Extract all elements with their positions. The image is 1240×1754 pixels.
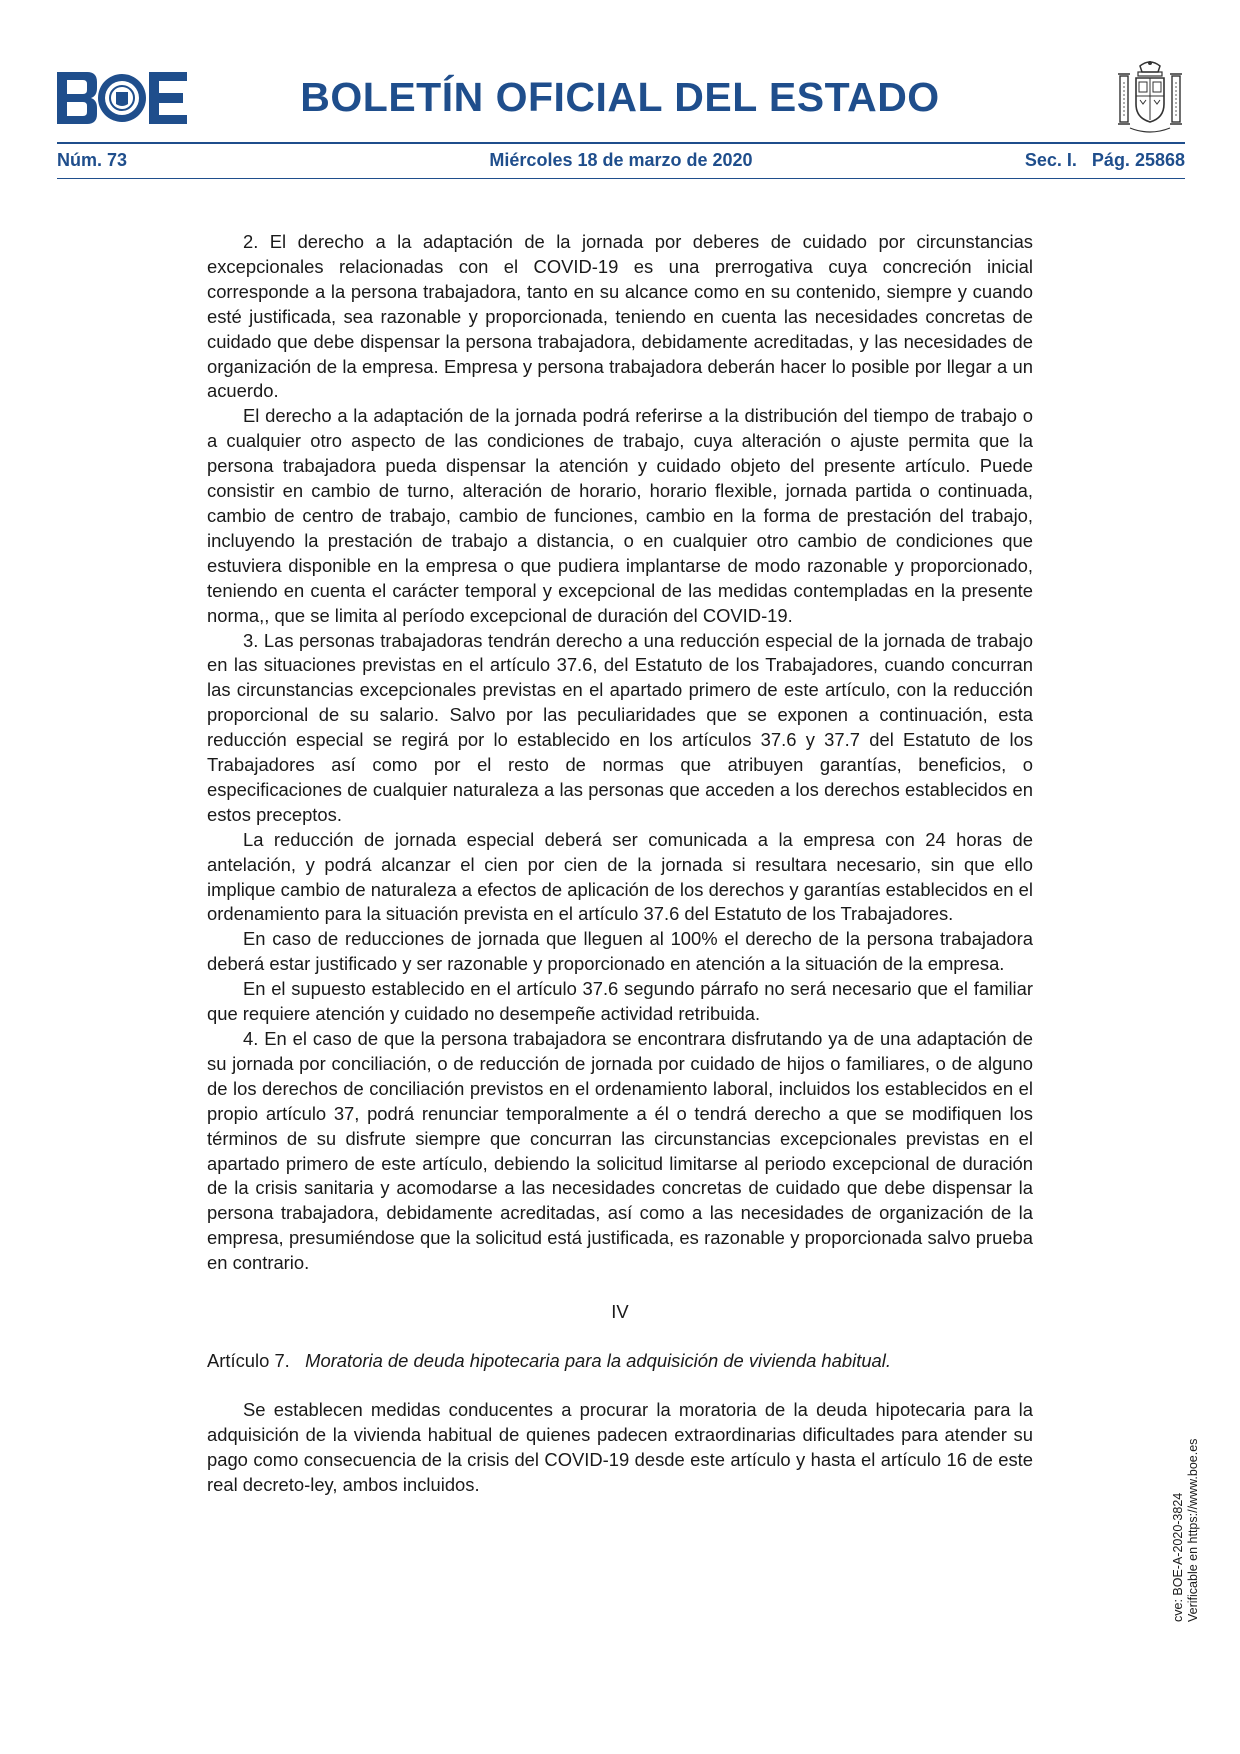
issue-date: Miércoles 18 de marzo de 2020 — [489, 150, 753, 170]
boe-logo — [57, 72, 187, 124]
article-number: Artículo 7. — [207, 1349, 290, 1371]
article-heading — [207, 1349, 1033, 1374]
section-heading: IV — [611, 1301, 629, 1323]
coat-of-arms-icon — [1116, 60, 1184, 134]
document-body — [207, 230, 1033, 1498]
paragraph: En el supuesto establecido en el artículo 37.6 segundo párrafo no será necesario que el familiar que requiere atención y cuidado no desempeñe actividad retribuida. — [207, 978, 1033, 1025]
paragraph: 3. Las personas trabajadoras tendrán derecho a una reducción especial de la jornada de trabajo en las situaciones previstas en el artículo 37.6, del Estatuto de los Trabajadores, cuando concurran las circunstancias excepcionales previstas en el apartado primero de este artículo, con la reducción proporcional de su salario. Salvo por las peculiaridades que se exponen a continuación, esta reducción especial se regirá por lo establecido en los artículos 37.6 y 37.7 del Estatuto de los Trabajadores así como por el resto de normas que atribuyen garantías, beneficios, o especificaciones de cualquier naturaleza a las personas que acceden a los derechos establecidos en estos preceptos. — [207, 629, 1033, 825]
header-rule-top — [57, 142, 1185, 144]
paragraph: La reducción de jornada especial deberá ser comunicada a la empresa con 24 horas de antelación, y podrá alcanzar el cien por cien de la jornada si resultara necesario, sin que ello implique cambio de naturaleza a efectos de aplicación de los derechos y garantías establecidos en el ordenamiento para la situación prevista en el artículo 37.6 del Estatuto de los Trabajadores. — [207, 828, 1033, 925]
article-paragraph: Se establecen medidas conducentes a procurar la moratoria de la deuda hipotecaria para la adquisición de la vivienda habitual de quienes padecen extraordinarias dificultades para atender su pago como consecuencia de la crisis del COVID-19 desde este artículo y hasta el artículo 16 de este real decreto-ley, ambos incluidos. — [207, 1398, 1033, 1495]
paragraph: 4. En el caso de que la persona trabajadora se encontrara disfrutando ya de una adaptación de su jornada por conciliación, o de reducción de jornada por cuidado de hijos o familiares, o de alguno de los derechos de conciliación previstos en el ordenamiento laboral, incluidos los establecidos en el propio artículo 37, podrá renunciar temporalmente a él o tendrá derecho a que se modifiquen los términos de su disfrute siempre que concurran las circunstancias excepcionales previstas en el apartado primero de este artículo, debiendo la solicitud limitarse al periodo excepcional de duración de la crisis sanitaria y acomodarse a las necesidades concretas de cuidado que debe dispensar la persona trabajadora, debidamente acreditadas, así como a las necesidades de organización de la empresa, presumiéndose que la solicitud está justificada, es razonable y proporcionada salvo prueba en contrario. — [207, 1028, 1033, 1274]
header-rule-bottom — [57, 178, 1185, 179]
verify-url: Verificable en https://www.boe.es — [1186, 1438, 1200, 1622]
paragraph: 2. El derecho a la adaptación de la jornada por deberes de cuidado por circunstancias excepcionales relacionadas con el COVID-19 es una prerrogativa cuya concreción inicial corresponde a la persona trabajadora, tanto en su alcance como en su contenido, siempre y cuando esté justificada, sea razonable y proporcionada, teniendo en cuenta las necesidades concretas de cuidado que debe dispensar la persona trabajadora, debidamente acreditadas, y las necesidades de organización de la empresa. Empresa y persona trabajadora deberán hacer lo posible por llegar a un acuerdo. — [207, 231, 1033, 402]
article-name: Moratoria de deuda hipotecaria para la adquisición de vivienda habitual. — [305, 1349, 891, 1371]
section-page: Sec. I. Pág. 25868 — [1024, 150, 1185, 170]
paragraph: En caso de reducciones de jornada que lleguen al 100% el derecho de la persona trabajadora deberá estar justificado y ser razonable y proporcionado en atención a la situación de la empresa. — [207, 928, 1033, 975]
cve-code: cve: BOE-A-2020-3824 — [1171, 1492, 1185, 1622]
issue-number: Núm. 73 — [57, 150, 128, 170]
paragraph: El derecho a la adaptación de la jornada podrá referirse a la distribución del tiempo de trabajo o a cualquier otro aspecto de las condiciones de trabajo, cuya alteración o ajuste permita que la persona trabajadora pueda dispensar la atención y cuidado objeto del presente artículo. Puede consistir en cambio de turno, alteración de horario, horario flexible, jornada partida o continuada, cambio de centro de trabajo, cambio de funciones, cambio en la forma de prestación del trabajo, incluyendo la prestación de trabajo a distancia, o en cualquier otro cambio de condiciones que estuviera disponible en la empresa o que pudiera implantarse de modo razonable y proporcionado, teniendo en cuenta el carácter temporal y excepcional de las medidas contempladas en la presente norma,, que se limita al período excepcional de duración del COVID-19. — [207, 405, 1033, 626]
page-title: BOLETÍN OFICIAL DEL ESTADO — [300, 74, 940, 120]
verification-note — [1171, 1439, 1201, 1622]
issue-header — [57, 150, 1185, 174]
